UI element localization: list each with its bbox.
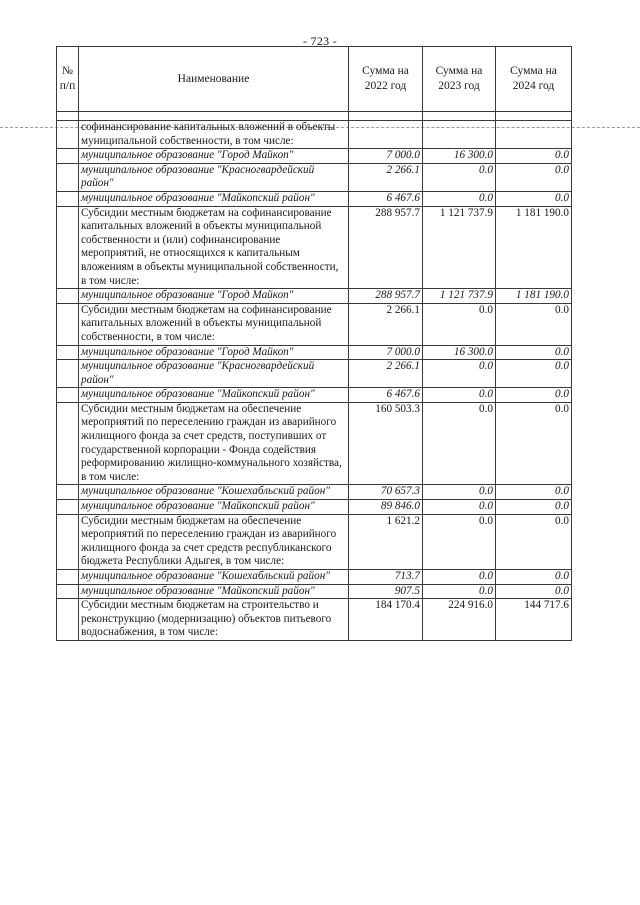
cell-no [57,599,79,641]
cell-no [57,514,79,569]
header-gap-row [57,112,572,121]
gap-cell [349,112,423,121]
cell-2024: 1 181 190.0 [496,206,572,289]
cell-2024: 0.0 [496,402,572,485]
cell-2023: 1 121 737.9 [423,289,496,304]
cell-no [57,584,79,599]
gap-cell [57,112,79,121]
table-row [57,149,572,164]
table-row [57,599,572,641]
cell-2022: 184 170.4 [349,599,423,641]
cell-no [57,121,79,149]
cell-name: Субсидии местным бюджетам на софинансирование капитальных вложений в объекты муниципальной собственности, в том числе: [79,303,349,345]
cell-name: Субсидии местным бюджетам на строительство и реконструкцию (модернизацию) объектов питьевого водоснабжения, в том числе: [79,599,349,641]
cell-name: муниципальное образование "Город Майкоп" [79,149,349,164]
gap-cell [496,112,572,121]
page-number: - 723 - [302,34,338,48]
header-2024: Сумма на 2024 год [496,47,572,112]
cell-2023: 0.0 [423,360,496,388]
cell-2022: 288 957.7 [349,289,423,304]
header-name: Наименование [79,47,349,112]
cell-no [57,345,79,360]
cell-name: муниципальное образование "Красногвардейский район" [79,360,349,388]
cell-name: муниципальное образование "Майкопский район" [79,584,349,599]
cell-2024: 0.0 [496,388,572,403]
gap-cell [79,112,349,121]
cell-2022: 160 503.3 [349,402,423,485]
cell-name: муниципальное образование "Город Майкоп" [79,345,349,360]
cell-name: муниципальное образование "Красногвардейский район" [79,163,349,191]
cell-2023: 0.0 [423,388,496,403]
cell-no [57,388,79,403]
cell-2024: 0.0 [496,345,572,360]
cell-2022: 6 467.6 [349,388,423,403]
table-row [57,303,572,345]
cell-no [57,485,79,500]
cell-2024: 0.0 [496,303,572,345]
cell-2022: 70 657.3 [349,485,423,500]
cell-2022 [349,121,423,149]
cell-name: софинансирование капитальных вложений в объекты муниципальной собственности, в том числе: [79,121,349,149]
header-2023: Сумма на 2023 год [423,47,496,112]
cell-name: муниципальное образование "Майкопский район" [79,500,349,515]
cell-2022: 288 957.7 [349,206,423,289]
cell-2023 [423,121,496,149]
cell-2023: 0.0 [423,500,496,515]
table-header [57,47,572,121]
gap-cell [423,112,496,121]
cell-name: муниципальное образование "Кошехабльский район" [79,485,349,500]
cell-no [57,206,79,289]
table-body [57,121,572,641]
cell-no [57,289,79,304]
table-row [57,345,572,360]
cell-no [57,191,79,206]
cell-2023: 0.0 [423,163,496,191]
cell-2024: 0.0 [496,500,572,515]
cell-2022: 89 846.0 [349,500,423,515]
cell-name: Субсидии местным бюджетам на обеспечение мероприятий по переселению граждан из аварийного жилищного фонда за счет средств, поступивших от государственной корпорации - Фонда содействия реформированию жилищно-коммунального хозяйства, в том числе: [79,402,349,485]
cell-2024: 0.0 [496,163,572,191]
cell-2024: 0.0 [496,191,572,206]
cell-2023: 16 300.0 [423,149,496,164]
cell-2022: 6 467.6 [349,191,423,206]
cell-2023: 0.0 [423,402,496,485]
cell-2023: 0.0 [423,514,496,569]
header-no: № п/п [57,47,79,112]
cell-name: муниципальное образование "Город Майкоп" [79,289,349,304]
cell-2023: 0.0 [423,584,496,599]
cell-2023: 1 121 737.9 [423,206,496,289]
table-row [57,514,572,569]
cell-no [57,570,79,585]
header-2022: Сумма на 2022 год [349,47,423,112]
table-row [57,388,572,403]
cell-name: Субсидии местным бюджетам на обеспечение мероприятий по переселению граждан из аварийного жилищного фонда за счет средств республиканского бюджета Республики Адыгея, в том числе: [79,514,349,569]
table-row [57,500,572,515]
table-row [57,289,572,304]
cell-no [57,149,79,164]
cell-no [57,163,79,191]
cell-no [57,360,79,388]
cell-2023: 16 300.0 [423,345,496,360]
cell-2024 [496,121,572,149]
cell-2024: 0.0 [496,570,572,585]
table-row [57,191,572,206]
cell-2024: 0.0 [496,360,572,388]
cell-2024: 1 181 190.0 [496,289,572,304]
cell-2023: 0.0 [423,485,496,500]
cell-2024: 0.0 [496,584,572,599]
cell-2022: 713.7 [349,570,423,585]
cell-2023: 0.0 [423,303,496,345]
cell-no [57,402,79,485]
table-row [57,206,572,289]
cell-2022: 907.5 [349,584,423,599]
table-row [57,360,572,388]
cell-name: Субсидии местным бюджетам на софинансирование капитальных вложений в объекты муниципальной собственности и (или) софинансирование мероприятий, не относящихся к капитальным вложениям в объекты муниципальной собственности, в том числе: [79,206,349,289]
cell-no [57,500,79,515]
table-row [57,485,572,500]
cell-2022: 2 266.1 [349,360,423,388]
cell-2024: 0.0 [496,514,572,569]
table-row [57,402,572,485]
budget-table [56,46,572,641]
cell-2023: 224 916.0 [423,599,496,641]
cell-name: муниципальное образование "Кошехабльский район" [79,570,349,585]
table-row [57,570,572,585]
cell-2024: 0.0 [496,149,572,164]
cell-2023: 0.0 [423,570,496,585]
cell-name: муниципальное образование "Майкопский район" [79,191,349,206]
cell-2024: 144 717.6 [496,599,572,641]
cell-no [57,303,79,345]
cell-name: муниципальное образование "Майкопский район" [79,388,349,403]
cell-2022: 2 266.1 [349,303,423,345]
cell-2022: 7 000.0 [349,149,423,164]
table-row [57,121,572,149]
cell-2023: 0.0 [423,191,496,206]
cell-2022: 2 266.1 [349,163,423,191]
table-row [57,584,572,599]
header-row [57,47,572,112]
cell-2024: 0.0 [496,485,572,500]
cell-2022: 7 000.0 [349,345,423,360]
cell-2022: 1 621.2 [349,514,423,569]
table-row [57,163,572,191]
